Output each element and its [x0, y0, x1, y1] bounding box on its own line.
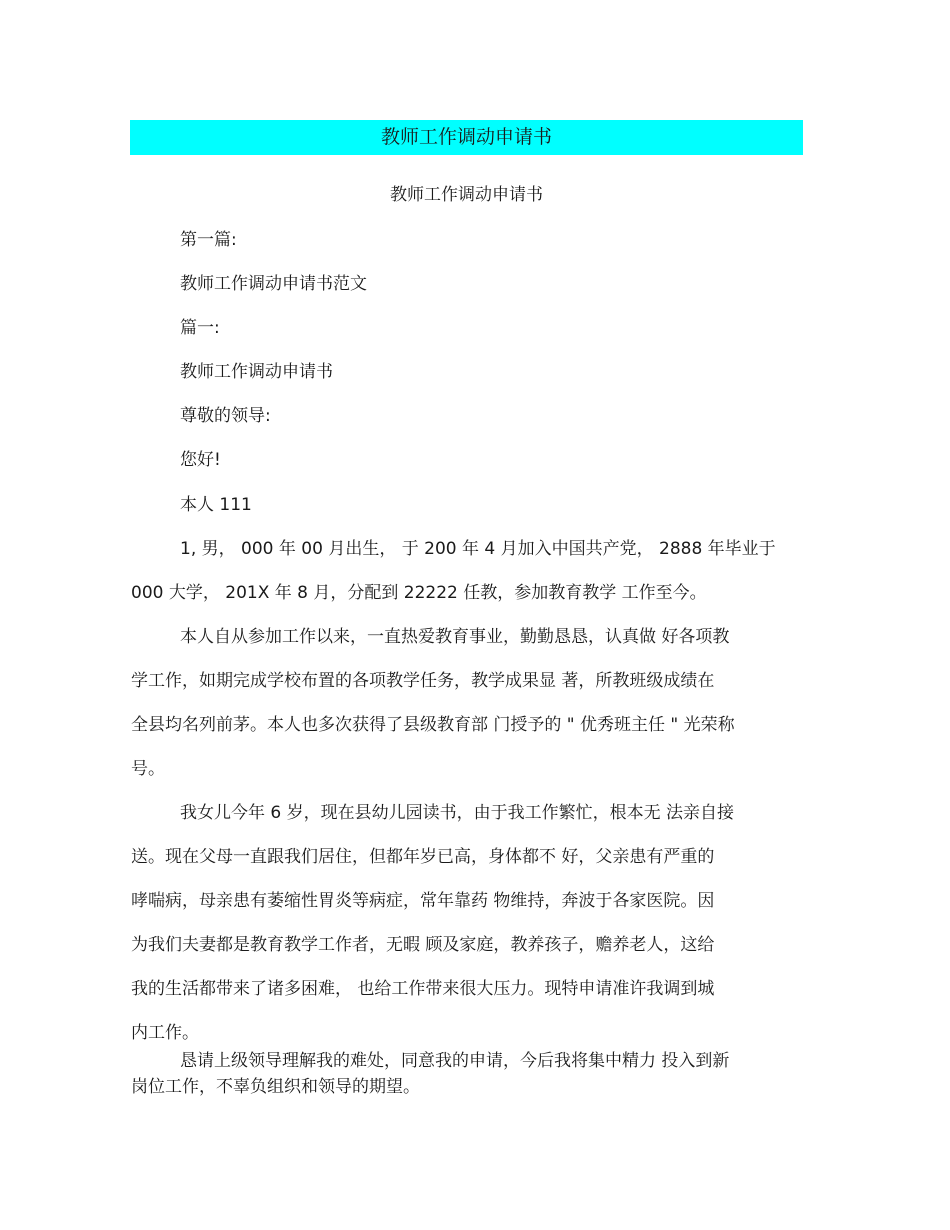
text-line: 哮喘病，母亲患有萎缩性胃炎等病症，常年靠药 物维持，奔波于各家医院。因	[131, 891, 715, 911]
text-line: 我的生活都带来了诸多困难， 也给工作带来很大压力。现特申请准许我调到城	[131, 979, 715, 999]
text-line: 尊敬的领导:	[180, 406, 271, 426]
text-line: 本人自从参加工作以来，一直热爱教育事业，勤勤恳恳，认真做 好各项教	[180, 627, 730, 647]
text-line: 学工作，如期完成学校布置的各项教学任务，教学成果显 著，所教班级成绩在	[131, 671, 715, 691]
text-line: 您好!	[180, 450, 221, 470]
text-line: 教师工作调动申请书范文	[180, 274, 367, 294]
text-line: 号。	[131, 759, 165, 779]
text-line: 送。现在父母一直跟我们居住，但都年岁已高，身体都不 好，父亲患有严重的	[131, 847, 715, 867]
text-line: 教师工作调动申请书	[180, 362, 333, 382]
header-banner	[130, 120, 803, 155]
text-line: 1, 男， 000 年 00 月出生， 于 200 年 4 月加入中国共产党， 2888 年毕业于	[180, 539, 776, 559]
text-line: 第一篇:	[180, 230, 237, 250]
text-line: 本人 111	[180, 495, 252, 515]
text-line: 篇一:	[180, 318, 220, 338]
text-line: 我女儿今年 6 岁，现在县幼儿园读书，由于我工作繁忙，根本无 法亲自接	[180, 803, 735, 823]
text-line: 内工作。	[131, 1023, 199, 1043]
text-line: 全县均名列前茅。本人也多次获得了县级教育部 门授予的 " 优秀班主任 " 光荣称	[131, 715, 735, 735]
document-title: 教师工作调动申请书	[390, 185, 543, 205]
text-line: 000 大学， 201X 年 8 月，分配到 22222 任教，参加教育教学 工作至今。	[131, 583, 707, 603]
text-line: 岗位工作，不辜负组织和领导的期望。	[131, 1077, 420, 1097]
banner-title: 教师工作调动申请书	[380, 126, 552, 148]
text-line: 为我们夫妻都是教育教学工作者，无暇 顾及家庭，教养孩子，赡养老人，这给	[131, 935, 715, 955]
text-line: 恳请上级领导理解我的难处，同意我的申请，今后我将集中精力 投入到新	[180, 1051, 730, 1071]
